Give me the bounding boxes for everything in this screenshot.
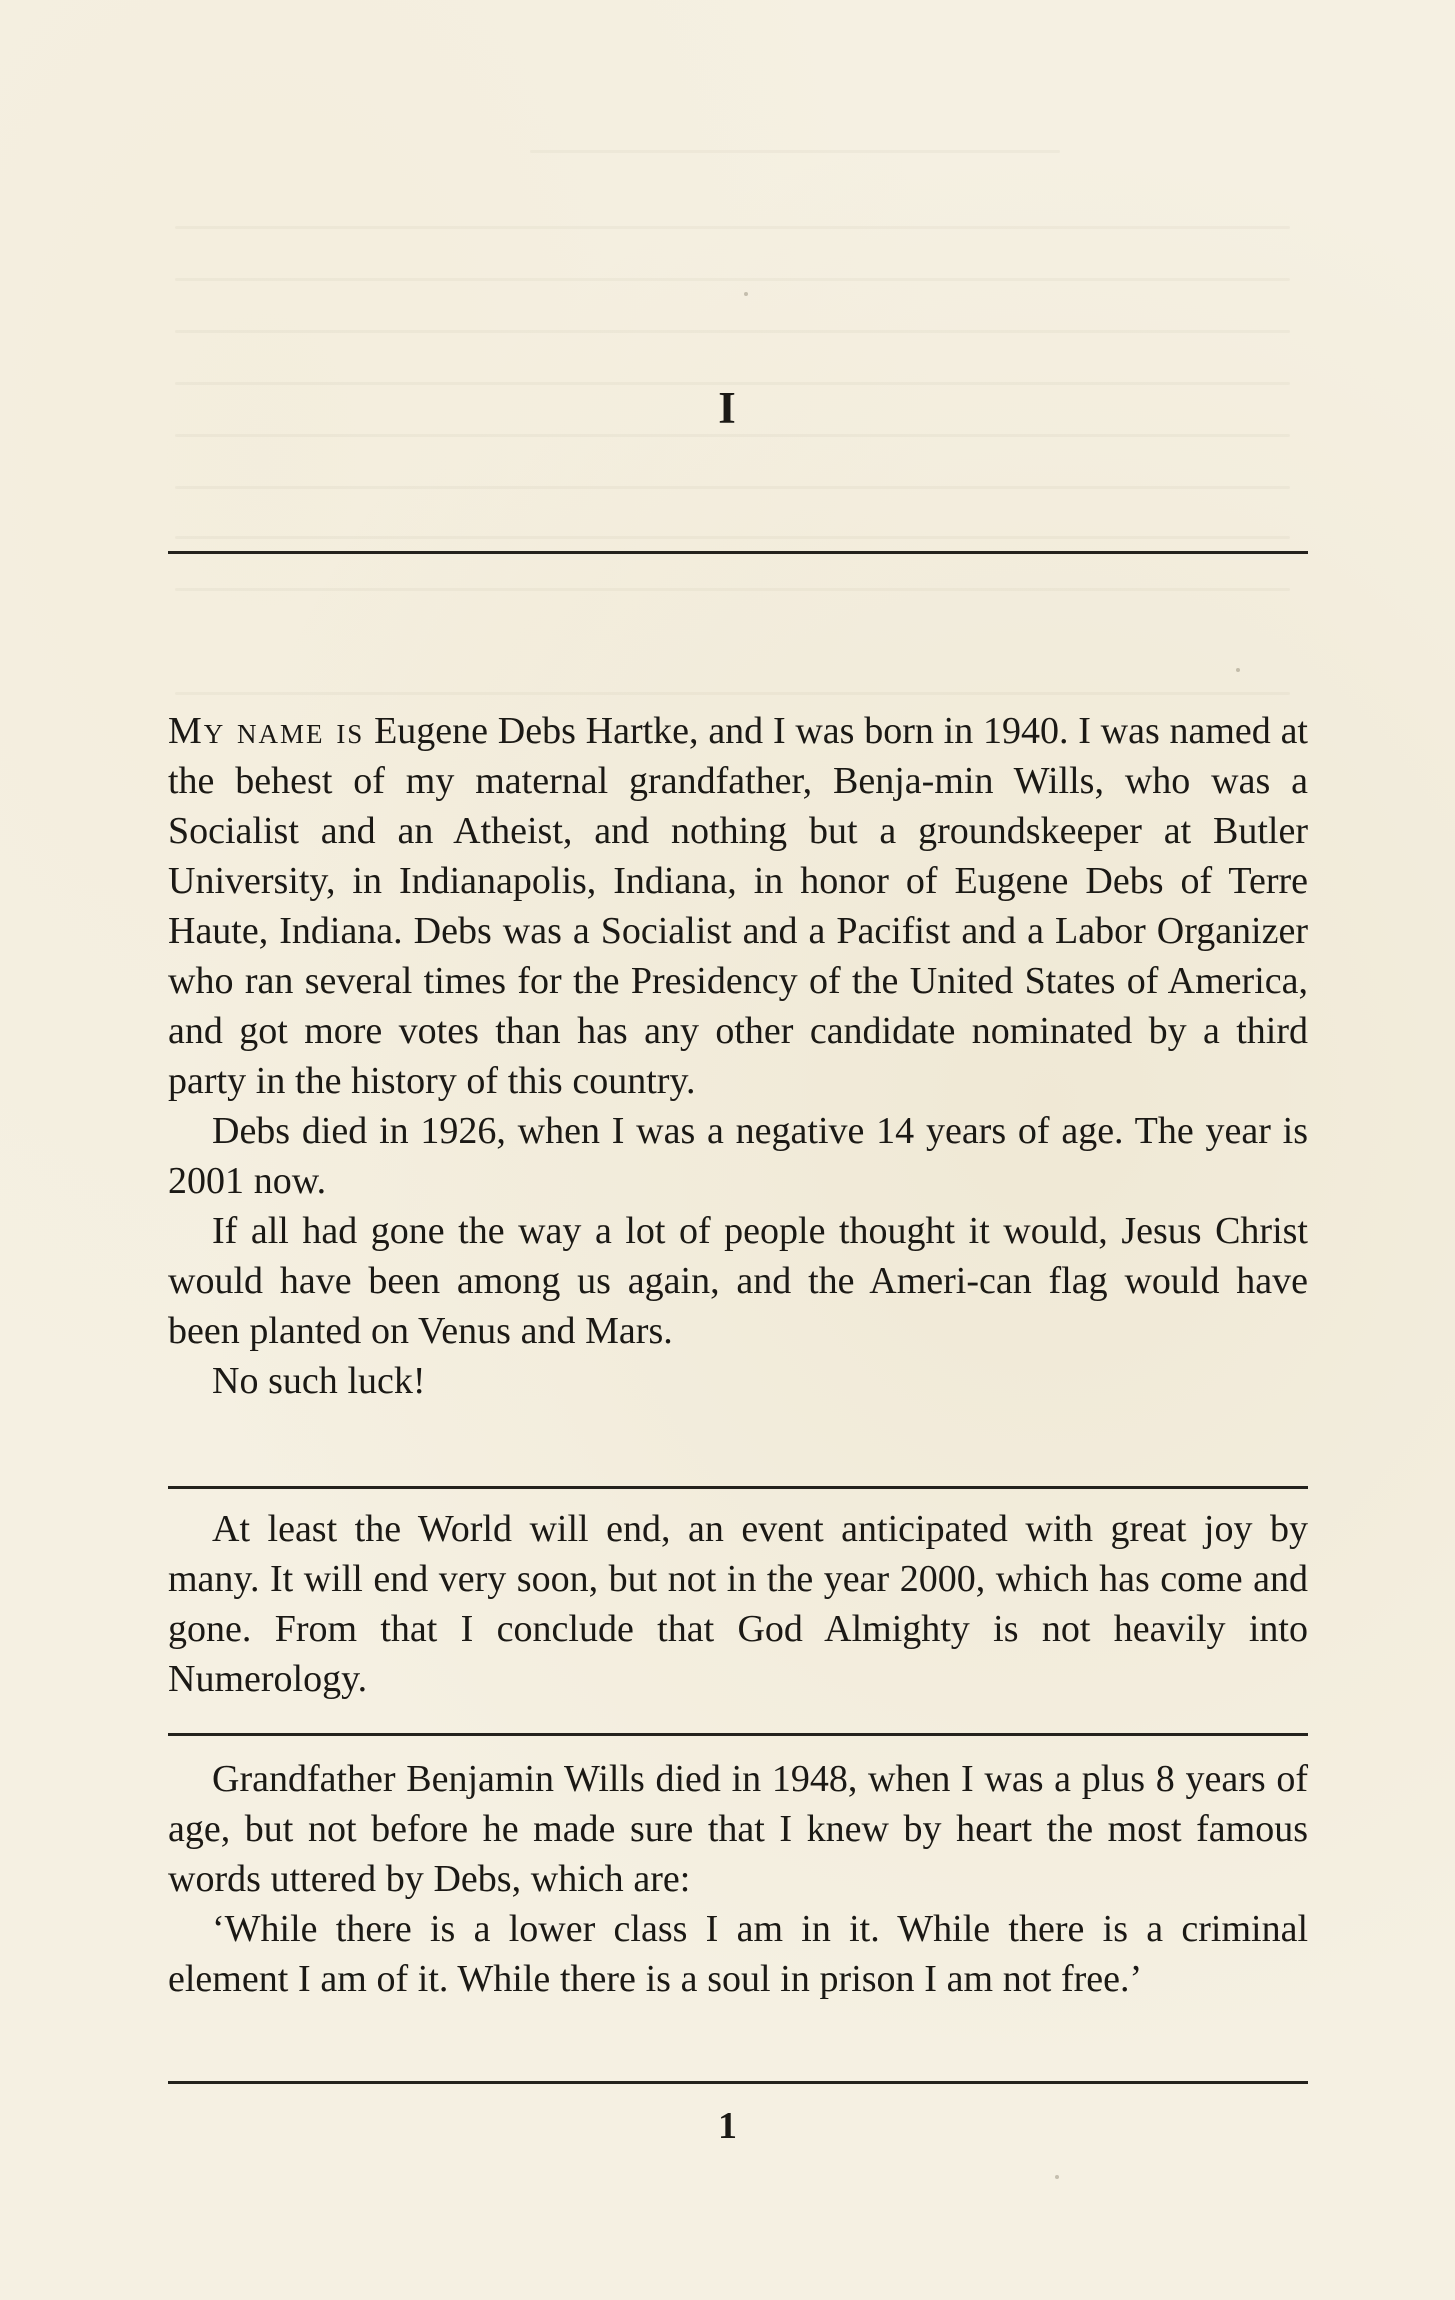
show-through-mark [175,692,1290,695]
show-through-mark [175,486,1290,489]
show-through-mark [175,536,1290,539]
paper-speck [1236,668,1240,672]
show-through-mark [175,278,1290,281]
section-rule [168,551,1308,554]
opening-paragraph [168,706,1308,1106]
paper-speck [1055,2175,1059,2179]
section-rule [168,2081,1308,2084]
paragraph-debs-died: Debs died in 1926, when I was a negative 14 years of age. The year is 2001 now. [168,1110,1308,1202]
show-through-mark [175,330,1290,333]
paragraph-jesus-and-flag: If all had gone the way a lot of people thought it would, Jesus Christ would have been among us again, and the Ameri-can flag would have been planted on Venus and Mars. [168,1210,1308,1352]
paragraph-grandfather: Grandfather Benjamin Wills died in 1948, when I was a plus 8 years of age, but not before he made sure that I knew by heart the most famous words uttered by Debs, which are: [168,1758,1308,1900]
world-ends-section [168,1504,1308,1704]
show-through-mark [530,150,1060,153]
opening-paragraph-text: Eugene Debs Hartke, and I was born in 1940. I was named at the behest of my maternal grandfather, Benja-min Wills, who was a Socialist and an Atheist, and nothing but a groundskeeper at Butler University, in Indianapolis, Indiana, in honor of Eugene Debs of Terre Haute, Indiana. Debs was a Socialist and a Pacifist and a Labor Organizer who ran several times for the Presidency of the United States of America, and got more votes than has any other candidate nominated by a third party in the history of this country. [168,710,1308,1102]
debs-quote-section [168,1754,1308,2004]
paragraph-world-ends: At least the World will end, an event anticipated with great joy by many. It will end very soon, but not in the year 2000, which has come and gone. From that I conclude that God Almighty is not heavily into Numerology. [168,1508,1308,1700]
page-number: 1 [718,2105,737,2147]
paper-speck [744,292,748,296]
chapter-numeral: I [718,383,737,433]
section-rule [168,1486,1308,1489]
opening-small-caps: My name is [168,710,365,752]
opening-section [168,706,1308,1406]
show-through-mark [175,588,1290,591]
section-rule [168,1733,1308,1736]
paragraph-no-such-luck: No such luck! [212,1360,426,1402]
debs-quotation: ‘While there is a lower class I am in it. While there is a criminal element I am of it. While there is a soul in prison I am not free.’ [168,1908,1308,2000]
show-through-mark [175,434,1290,437]
show-through-mark [175,226,1290,229]
